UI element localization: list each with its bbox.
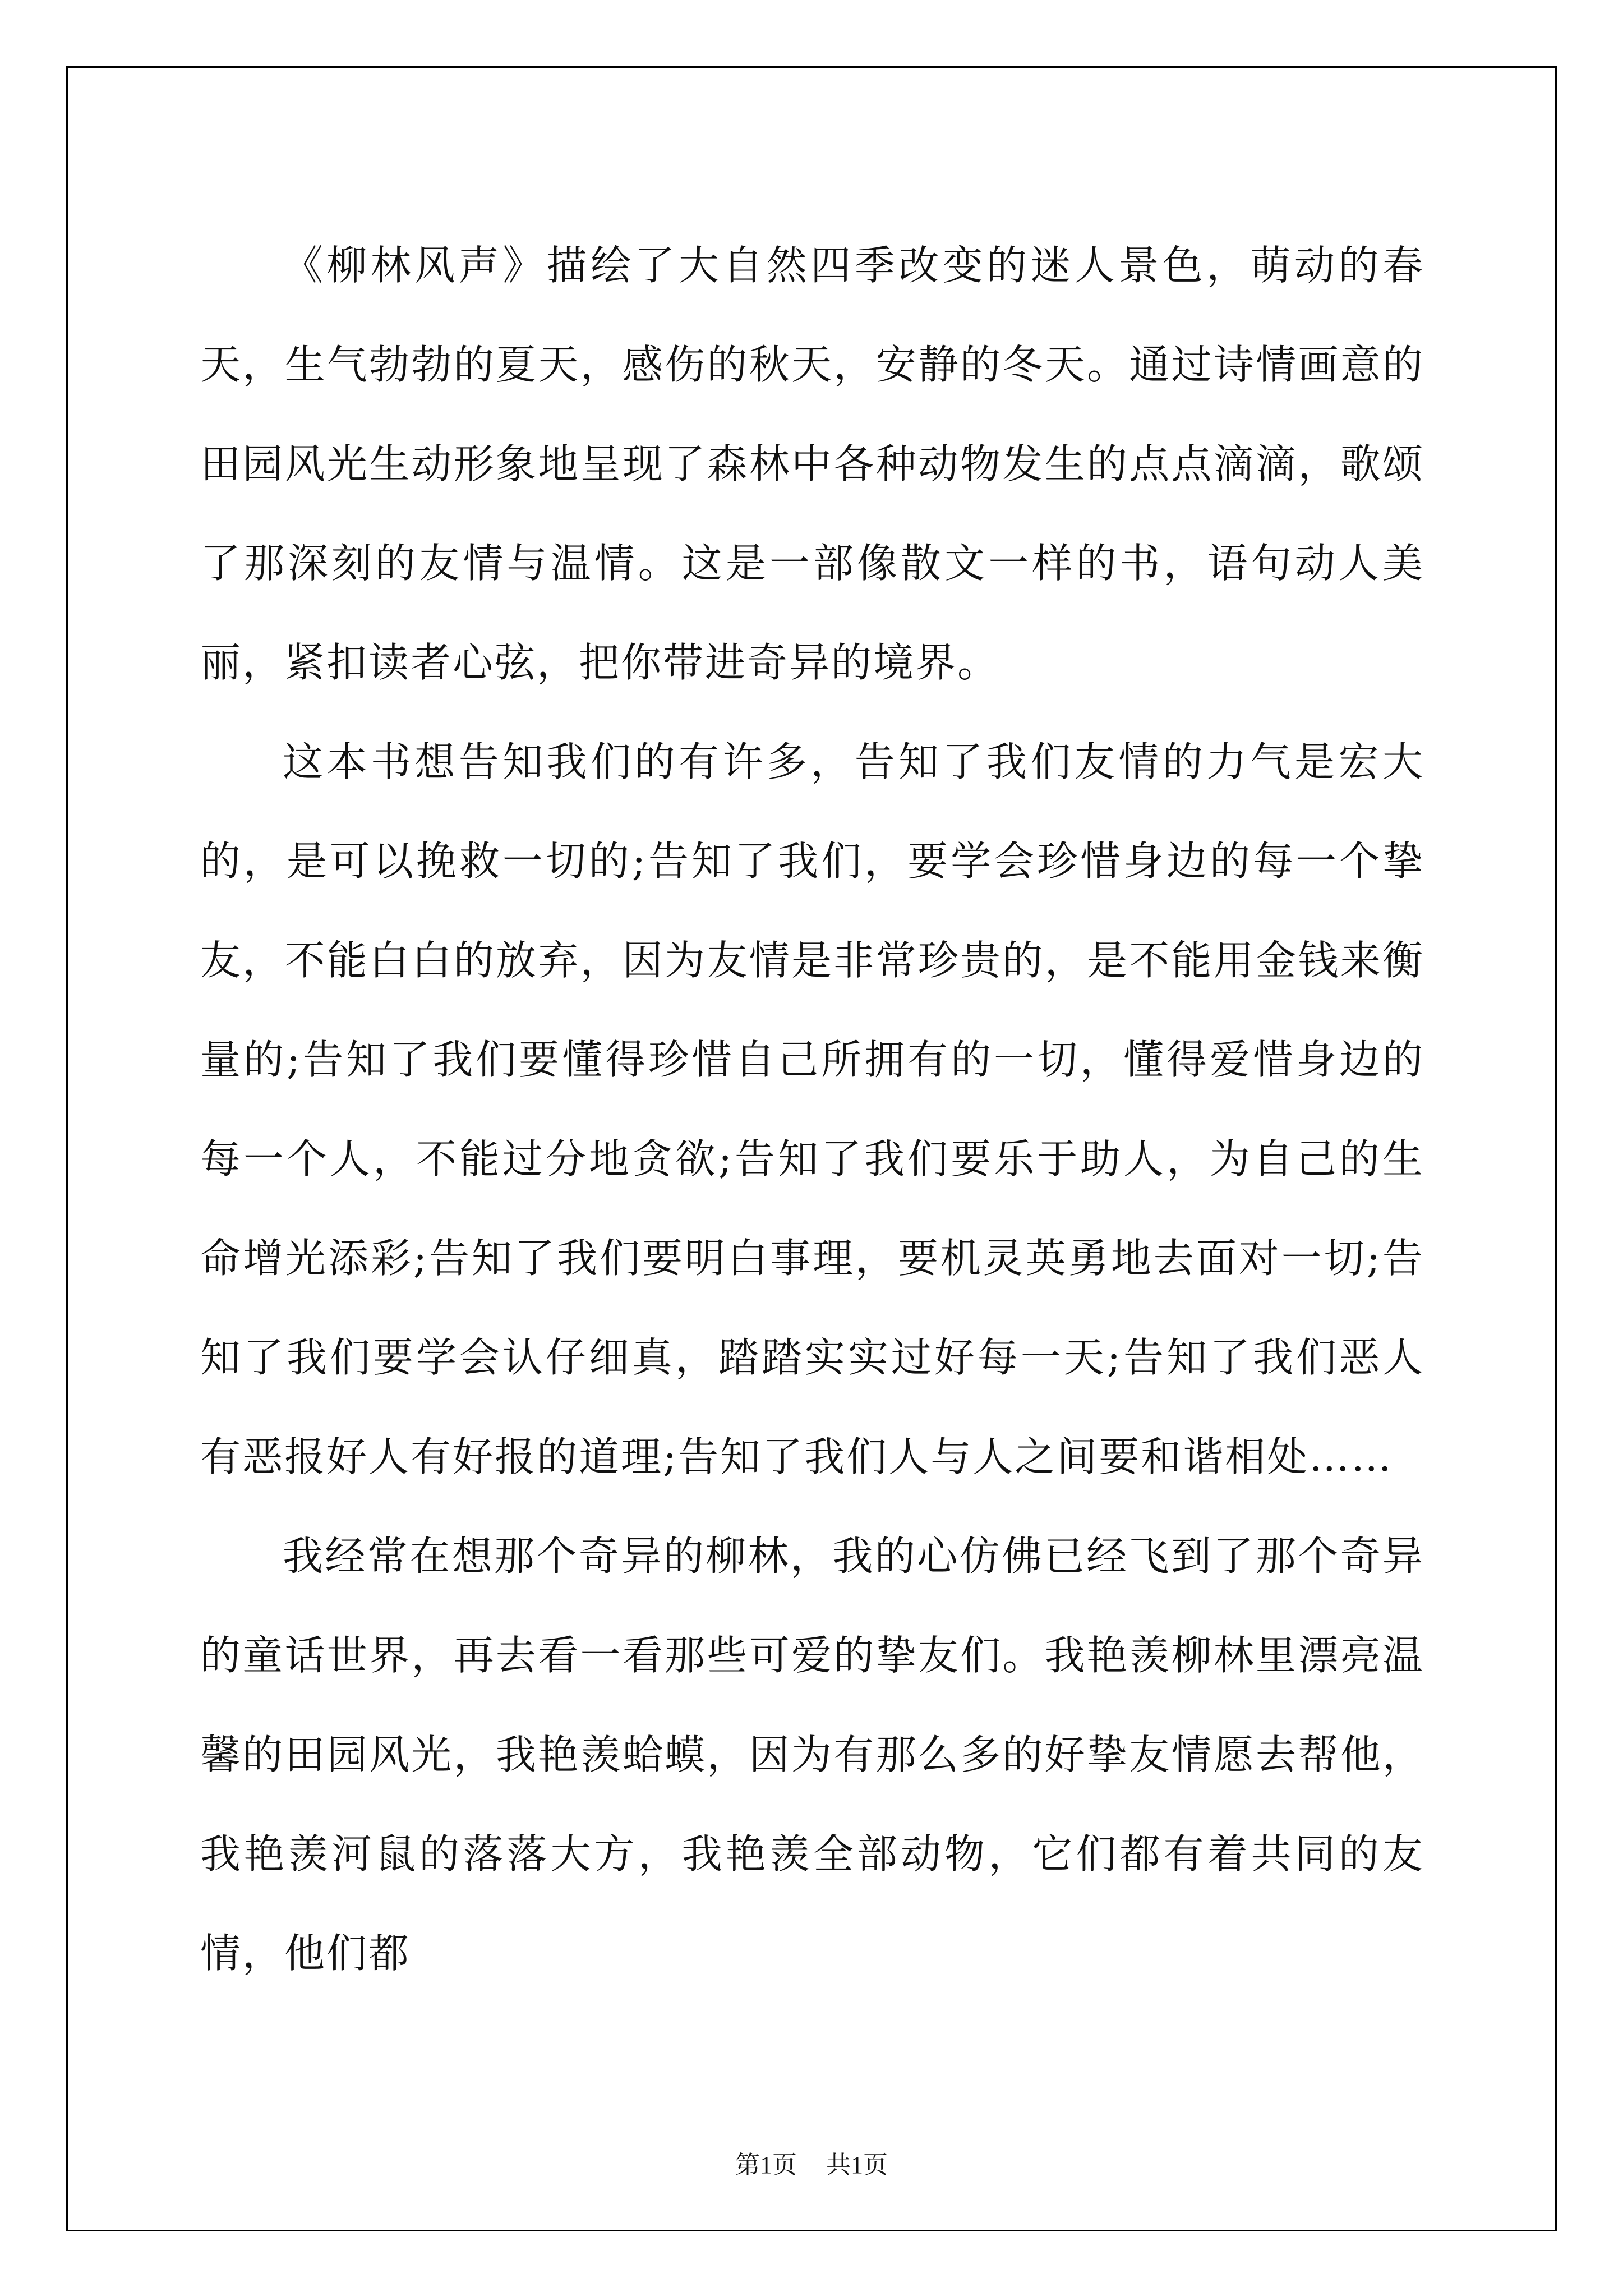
paragraph-1: 《柳林风声》描绘了大自然四季改变的迷人景色，萌动的春天，生气勃勃的夏天，感伤的秋天，安静的冬天。通过诗情画意的田园风光生动形象地呈现了森林中各种动物发生的点点滴滴，歌颂了那深刻的友情与温情。这是一部像散文一样的书，语句动人美丽，紧扣读者心弦，把你带进奇异的境界。 <box>200 242 1424 686</box>
page-total: 共1页 <box>826 2151 888 2179</box>
paragraph-2: 这本书想告知我们的有许多，告知了我们友情的力气是宏大的，是可以挽救一切的;告知了我们，要学会珍惜身边的每一个挚友，不能白白的放弃，因为友情是非常珍贵的，是不能用金钱来衡量的;告知了我们要懂得珍惜自己所拥有的一切，懂得爱惜身边的每一个人，不能过分地贪欲;告知了我们要乐于助人，为自己的生命增光添彩;告知了我们要明白事理，要机灵英勇地去面对一切;告知了我们要学会认仔细真，踏踏实实过好每一天;告知了我们恶人有恶报好人有好报的道理;告知了我们人与人之间要和谐相处…… <box>200 738 1424 1480</box>
paragraph-3: 我经常在想那个奇异的柳林，我的心仿佛已经飞到了那个奇异的童话世界，再去看一看那些可爱的挚友们。我艳羡柳林里漂亮温馨的田园风光，我艳羡蛤蟆，因为有那么多的好挚友情愿去帮他，我艳羡河鼠的落落大方，我艳羡全部动物，它们都有着共同的友情，他们都 <box>200 1533 1424 1977</box>
page-number: 第1页 <box>735 2151 797 2179</box>
document-body <box>200 216 1424 2003</box>
page-footer <box>0 2148 1623 2182</box>
